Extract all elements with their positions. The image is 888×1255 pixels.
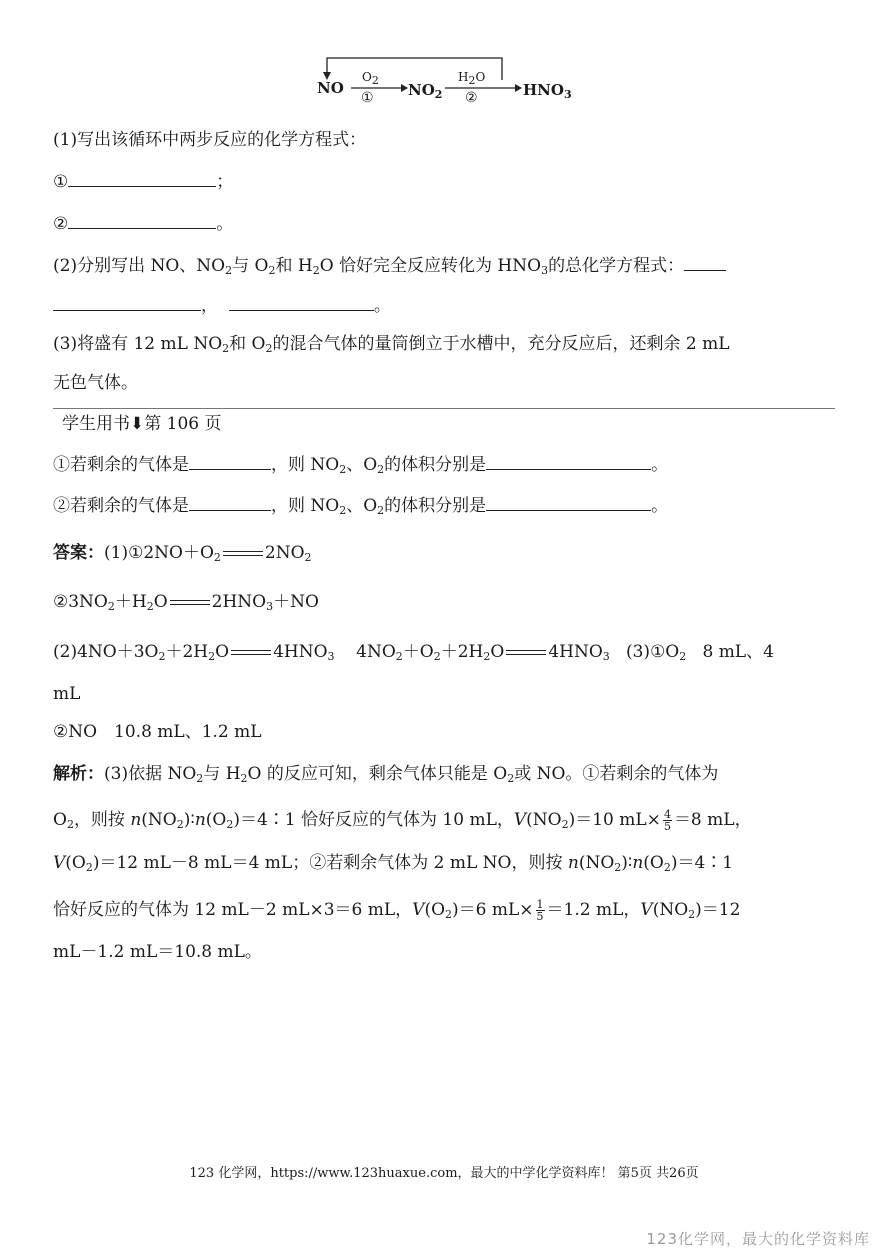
sub-q1-blank-gas[interactable] xyxy=(189,455,271,470)
page-footer: 123 化学网，https://www.123huaxue.com，最大的中学化学资料库！ 第5页 共26页 xyxy=(189,1166,699,1181)
fraction-one-fifth: $\frac{1}{5}$ xyxy=(536,898,544,923)
sub-q2: ②若剩余的气体是 ，则 $NO_2$、$O_2$的体积分别是 。 xyxy=(53,496,669,517)
answer-label: 答案： xyxy=(53,543,104,563)
answer-line4: mL xyxy=(53,684,81,704)
q3-prompt-line2: 无色气体。 xyxy=(53,373,138,393)
q2-blank0[interactable] xyxy=(684,256,726,271)
equals-sign xyxy=(506,648,546,658)
q1-item1: ① ； xyxy=(53,172,234,192)
equals-sign xyxy=(231,648,271,658)
step2-marker: ② xyxy=(465,90,478,106)
q2-blanks: ， 。 xyxy=(53,294,391,318)
q3-prompt: (3)将盛有 12 mL $NO_2$和 $O_2$的混合气体的量筒倒立于水槽中，充分反应后，还剩余 2 mL xyxy=(53,334,730,355)
analysis-line1: 解析：(3)依据 $NO_2$与 $H_2O$ 的反应可知，剩余气体只能是 $O_2$或 NO。①若剩余的气体为 xyxy=(53,764,719,785)
q1-blank1[interactable] xyxy=(68,172,216,187)
answer-line1: 答案：$(1)①2NO+O_2$ $2NO_2$ xyxy=(53,543,312,564)
no2-label: $NO_2$ xyxy=(408,81,443,101)
sub-q1: ①若剩余的气体是 ，则 $NO_2$、$O_2$的体积分别是 。 xyxy=(53,455,669,476)
answer-line5: ②NO 10.8 mL、1.2 mL xyxy=(53,722,262,742)
sub-q1-blank-volume[interactable] xyxy=(486,455,651,470)
analysis-line3: $V(O_2)=12$ mL－8 mL＝4 mL；②若剩余气体为 2 mL NO，则按 $n(NO_2)∶n(O_2)=4∶1$ xyxy=(53,853,734,874)
analysis-label: 解析： xyxy=(53,764,104,784)
fraction-four-fifths: $\frac{4}{5}$ xyxy=(663,808,671,833)
sub-q2-blank-gas[interactable] xyxy=(189,496,271,511)
q1-prompt: (1)写出该循环中两步反应的化学方程式： xyxy=(53,130,367,150)
book-reference: 学生用书⬇第 106 页 xyxy=(62,414,222,434)
q2-prompt: (2)分别写出 NO、$NO_2$与 $O_2$和 $H_2O$ 恰好完全反应转化为 $HNO_3$的总化学方程式： xyxy=(53,254,726,278)
answer-line3: $(2)4NO+3O_2+2H_2O$ $4HNO_3$ $4NO_2+O_2+2H_2O$ $4HNO_3$ $(3)①O_2$ 8 mL、4 xyxy=(53,642,774,663)
analysis-line2: $O_2$，则按 $n(NO_2)∶n(O_2)=4∶1$ 恰好反应的气体为 10 mL，$V(NO_2)=10$ mL× $\frac{4}{5}$ ＝8 mL， xyxy=(53,808,752,833)
section-divider xyxy=(53,408,835,409)
answer-line2: $②3NO_2+H_2O$ $2HNO_3+NO$ xyxy=(53,592,319,613)
h2o-reagent: $H_2O$ xyxy=(458,70,486,87)
equals-sign xyxy=(223,549,263,559)
q1-blank2[interactable] xyxy=(68,214,216,229)
reaction-cycle-diagram xyxy=(315,50,585,110)
o2-reagent: $O_2$ xyxy=(362,70,379,87)
analysis-line4: 恰好反应的气体为 12 mL－2 mL×3＝6 mL，$V(O_2)=6$ mL× $\frac{1}{5}$ ＝1.2 mL，$V(NO_2)=12$ xyxy=(53,898,741,923)
no-label: NO xyxy=(317,79,344,97)
watermark-text: 123化学网，最大的化学资料库 xyxy=(646,1230,870,1248)
cycle-arrows xyxy=(315,50,585,110)
q1-item2: ② 。 xyxy=(53,214,234,234)
down-arrow-icon: ⬇ xyxy=(130,414,145,434)
q2-blank1[interactable] xyxy=(53,296,201,311)
step1-marker: ① xyxy=(361,90,374,106)
hno3-label: $HNO_3$ xyxy=(523,81,572,101)
analysis-line5: mL－1.2 mL＝10.8 mL。 xyxy=(53,942,262,962)
sub-q2-blank-volume[interactable] xyxy=(486,496,651,511)
equals-sign xyxy=(170,598,210,608)
q2-blank2[interactable] xyxy=(229,296,374,311)
